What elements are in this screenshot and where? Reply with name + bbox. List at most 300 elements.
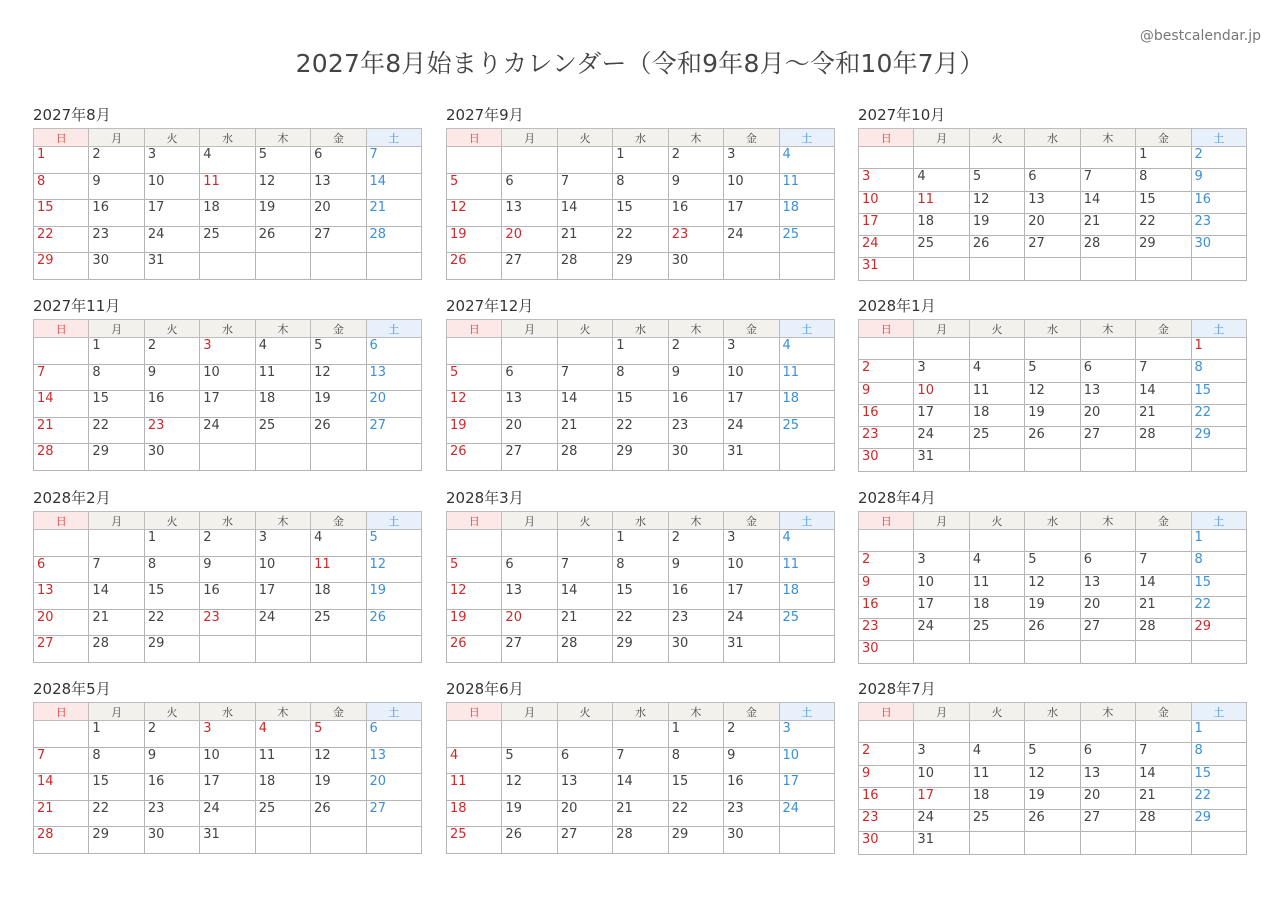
weekday-header: 日 xyxy=(447,512,502,530)
month-title: 2028年3月 xyxy=(446,489,524,507)
day-cell: 3 xyxy=(724,530,779,557)
weekday-header: 日 xyxy=(859,703,914,721)
day-cell: 25 xyxy=(779,226,834,253)
month-calendar xyxy=(33,680,422,854)
day-cell: 11 xyxy=(255,364,310,391)
day-cell: 14 xyxy=(34,774,89,801)
day-cell: 28 xyxy=(557,253,612,280)
day-cell: 3 xyxy=(724,147,779,174)
day-cell: 21 xyxy=(1136,596,1191,618)
day-cell: 18 xyxy=(969,404,1024,426)
day-cell: 16 xyxy=(89,200,144,227)
day-cell: 30 xyxy=(668,444,723,471)
day-cell: 11 xyxy=(200,173,255,200)
day-cell: 10 xyxy=(914,382,969,404)
day-cell: 3 xyxy=(144,147,199,174)
empty-cell xyxy=(1025,147,1080,169)
weekday-header: 土 xyxy=(1191,512,1246,530)
day-cell: 25 xyxy=(447,827,502,854)
day-cell: 7 xyxy=(1136,743,1191,765)
day-cell: 26 xyxy=(447,444,502,471)
day-cell: 8 xyxy=(89,747,144,774)
day-cell: 6 xyxy=(1080,743,1135,765)
empty-cell xyxy=(366,444,421,471)
day-cell: 24 xyxy=(914,619,969,641)
day-cell: 18 xyxy=(969,596,1024,618)
day-cell: 12 xyxy=(311,747,366,774)
month-title: 2028年2月 xyxy=(33,489,111,507)
weekday-header: 水 xyxy=(613,703,668,721)
day-cell: 4 xyxy=(779,147,834,174)
day-cell: 26 xyxy=(1025,619,1080,641)
day-cell: 1 xyxy=(613,338,668,365)
empty-cell xyxy=(1025,258,1080,280)
empty-cell xyxy=(1080,338,1135,360)
day-cell: 5 xyxy=(255,147,310,174)
day-cell: 27 xyxy=(311,226,366,253)
empty-cell xyxy=(914,338,969,360)
day-cell: 9 xyxy=(668,173,723,200)
day-cell: 16 xyxy=(668,391,723,418)
day-cell: 18 xyxy=(914,213,969,235)
day-cell: 1 xyxy=(613,147,668,174)
day-cell: 21 xyxy=(557,226,612,253)
month-table xyxy=(446,128,835,280)
day-cell: 21 xyxy=(613,800,668,827)
empty-cell xyxy=(1136,641,1191,663)
empty-cell xyxy=(1191,258,1246,280)
weekday-header: 日 xyxy=(447,703,502,721)
day-cell: 4 xyxy=(969,552,1024,574)
day-cell: 25 xyxy=(969,810,1024,832)
month-table xyxy=(33,128,422,280)
day-cell: 12 xyxy=(1025,574,1080,596)
day-cell: 23 xyxy=(668,226,723,253)
day-cell: 24 xyxy=(724,609,779,636)
day-cell: 21 xyxy=(1080,213,1135,235)
day-cell: 19 xyxy=(502,800,557,827)
day-cell: 3 xyxy=(914,743,969,765)
day-cell: 14 xyxy=(557,391,612,418)
empty-cell xyxy=(311,636,366,663)
weekday-header: 水 xyxy=(200,320,255,338)
weekday-header: 土 xyxy=(366,703,421,721)
day-cell: 1 xyxy=(89,338,144,365)
day-cell: 16 xyxy=(859,787,914,809)
weekday-header: 金 xyxy=(311,703,366,721)
weekday-header: 金 xyxy=(724,320,779,338)
day-cell: 26 xyxy=(1025,810,1080,832)
day-cell: 2 xyxy=(144,721,199,748)
month-title: 2028年7月 xyxy=(858,680,936,698)
site-credit: @bestcalendar.jp xyxy=(1139,28,1261,44)
day-cell: 18 xyxy=(447,800,502,827)
day-cell: 9 xyxy=(859,574,914,596)
weekday-header: 金 xyxy=(311,512,366,530)
day-cell: 6 xyxy=(366,338,421,365)
empty-cell xyxy=(914,721,969,743)
weekday-header: 土 xyxy=(366,129,421,147)
weekday-header: 日 xyxy=(34,320,89,338)
day-cell: 17 xyxy=(200,391,255,418)
day-cell: 10 xyxy=(724,364,779,391)
day-cell: 25 xyxy=(200,226,255,253)
empty-cell xyxy=(1191,641,1246,663)
weekday-header: 土 xyxy=(1191,129,1246,147)
weekday-header: 水 xyxy=(613,129,668,147)
empty-cell xyxy=(366,636,421,663)
day-cell: 22 xyxy=(613,226,668,253)
empty-cell xyxy=(502,530,557,557)
month-calendar xyxy=(446,489,835,663)
day-cell: 26 xyxy=(502,827,557,854)
day-cell: 16 xyxy=(144,774,199,801)
empty-cell xyxy=(724,253,779,280)
day-cell: 2 xyxy=(1191,147,1246,169)
day-cell: 8 xyxy=(144,556,199,583)
day-cell: 26 xyxy=(255,226,310,253)
day-cell: 31 xyxy=(724,636,779,663)
day-cell: 21 xyxy=(34,800,89,827)
day-cell: 18 xyxy=(969,787,1024,809)
day-cell: 5 xyxy=(447,556,502,583)
weekday-header: 木 xyxy=(255,320,310,338)
empty-cell xyxy=(969,721,1024,743)
weekday-header: 火 xyxy=(969,512,1024,530)
weekday-header: 月 xyxy=(914,703,969,721)
day-cell: 21 xyxy=(34,417,89,444)
day-cell: 12 xyxy=(255,173,310,200)
empty-cell xyxy=(557,530,612,557)
month-table xyxy=(446,702,835,854)
day-cell: 19 xyxy=(311,774,366,801)
weekday-header: 水 xyxy=(613,320,668,338)
day-cell: 10 xyxy=(859,191,914,213)
day-cell: 30 xyxy=(1191,236,1246,258)
day-cell: 14 xyxy=(557,583,612,610)
day-cell: 7 xyxy=(89,556,144,583)
empty-cell xyxy=(366,827,421,854)
day-cell: 26 xyxy=(311,800,366,827)
day-cell: 19 xyxy=(255,200,310,227)
day-cell: 18 xyxy=(255,774,310,801)
day-cell: 27 xyxy=(366,417,421,444)
day-cell: 23 xyxy=(1191,213,1246,235)
empty-cell xyxy=(1136,721,1191,743)
day-cell: 15 xyxy=(144,583,199,610)
weekday-header: 火 xyxy=(557,129,612,147)
day-cell: 20 xyxy=(311,200,366,227)
weekday-header: 金 xyxy=(1136,129,1191,147)
day-cell: 20 xyxy=(502,609,557,636)
day-cell: 30 xyxy=(144,827,199,854)
day-cell: 8 xyxy=(668,747,723,774)
day-cell: 19 xyxy=(1025,404,1080,426)
weekday-header: 土 xyxy=(366,512,421,530)
day-cell: 1 xyxy=(1191,338,1246,360)
weekday-header: 土 xyxy=(1191,703,1246,721)
weekday-header: 木 xyxy=(255,512,310,530)
weekday-header: 月 xyxy=(89,320,144,338)
empty-cell xyxy=(311,444,366,471)
day-cell: 21 xyxy=(1136,404,1191,426)
day-cell: 29 xyxy=(1191,810,1246,832)
day-cell: 7 xyxy=(557,556,612,583)
day-cell: 17 xyxy=(255,583,310,610)
month-title: 2028年5月 xyxy=(33,680,111,698)
day-cell: 3 xyxy=(200,338,255,365)
weekday-header: 木 xyxy=(1080,129,1135,147)
day-cell: 15 xyxy=(1191,382,1246,404)
day-cell: 2 xyxy=(724,721,779,748)
day-cell: 17 xyxy=(914,596,969,618)
empty-cell xyxy=(1080,530,1135,552)
weekday-header: 木 xyxy=(255,703,310,721)
day-cell: 7 xyxy=(557,173,612,200)
empty-cell xyxy=(1080,449,1135,471)
empty-cell xyxy=(1136,832,1191,854)
day-cell: 16 xyxy=(859,596,914,618)
day-cell: 5 xyxy=(311,338,366,365)
day-cell: 27 xyxy=(502,636,557,663)
empty-cell xyxy=(859,147,914,169)
day-cell: 3 xyxy=(914,552,969,574)
day-cell: 23 xyxy=(668,609,723,636)
weekday-header: 日 xyxy=(859,129,914,147)
empty-cell xyxy=(557,147,612,174)
day-cell: 4 xyxy=(447,747,502,774)
day-cell: 22 xyxy=(34,226,89,253)
empty-cell xyxy=(914,258,969,280)
weekday-header: 日 xyxy=(859,320,914,338)
day-cell: 5 xyxy=(1025,552,1080,574)
day-cell: 29 xyxy=(1191,427,1246,449)
day-cell: 11 xyxy=(779,556,834,583)
day-cell: 7 xyxy=(1080,169,1135,191)
day-cell: 28 xyxy=(89,636,144,663)
day-cell: 28 xyxy=(1136,427,1191,449)
day-cell: 30 xyxy=(668,253,723,280)
weekday-header: 金 xyxy=(1136,320,1191,338)
day-cell: 10 xyxy=(914,574,969,596)
day-cell: 15 xyxy=(1191,765,1246,787)
day-cell: 30 xyxy=(859,641,914,663)
day-cell: 20 xyxy=(34,609,89,636)
day-cell: 13 xyxy=(1025,191,1080,213)
empty-cell xyxy=(969,530,1024,552)
day-cell: 11 xyxy=(969,382,1024,404)
day-cell: 3 xyxy=(724,338,779,365)
day-cell: 11 xyxy=(311,556,366,583)
day-cell: 24 xyxy=(200,417,255,444)
weekday-header: 火 xyxy=(144,512,199,530)
empty-cell xyxy=(1025,721,1080,743)
day-cell: 7 xyxy=(557,364,612,391)
day-cell: 25 xyxy=(311,609,366,636)
day-cell: 23 xyxy=(668,417,723,444)
day-cell: 10 xyxy=(914,765,969,787)
day-cell: 27 xyxy=(502,253,557,280)
day-cell: 17 xyxy=(724,583,779,610)
day-cell: 3 xyxy=(200,721,255,748)
day-cell: 12 xyxy=(1025,382,1080,404)
weekday-header: 金 xyxy=(724,703,779,721)
empty-cell xyxy=(34,338,89,365)
day-cell: 10 xyxy=(724,173,779,200)
day-cell: 22 xyxy=(613,609,668,636)
day-cell: 24 xyxy=(724,417,779,444)
empty-cell xyxy=(859,721,914,743)
day-cell: 10 xyxy=(724,556,779,583)
day-cell: 5 xyxy=(366,530,421,557)
weekday-header: 火 xyxy=(144,129,199,147)
empty-cell xyxy=(502,338,557,365)
day-cell: 20 xyxy=(502,417,557,444)
day-cell: 23 xyxy=(724,800,779,827)
weekday-header: 木 xyxy=(668,703,723,721)
day-cell: 19 xyxy=(1025,787,1080,809)
day-cell: 21 xyxy=(557,417,612,444)
weekday-header: 月 xyxy=(914,129,969,147)
month-table xyxy=(446,511,835,663)
day-cell: 24 xyxy=(200,800,255,827)
day-cell: 16 xyxy=(859,404,914,426)
day-cell: 23 xyxy=(859,427,914,449)
day-cell: 6 xyxy=(1080,552,1135,574)
day-cell: 25 xyxy=(779,417,834,444)
day-cell: 26 xyxy=(1025,427,1080,449)
day-cell: 27 xyxy=(557,827,612,854)
month-calendar xyxy=(446,106,835,280)
weekday-header: 木 xyxy=(668,512,723,530)
month-title: 2028年4月 xyxy=(858,489,936,507)
empty-cell xyxy=(447,530,502,557)
day-cell: 16 xyxy=(668,200,723,227)
weekday-header: 水 xyxy=(1025,703,1080,721)
day-cell: 13 xyxy=(502,583,557,610)
day-cell: 31 xyxy=(914,449,969,471)
day-cell: 10 xyxy=(255,556,310,583)
day-cell: 22 xyxy=(89,800,144,827)
weekday-header: 火 xyxy=(557,512,612,530)
day-cell: 29 xyxy=(34,253,89,280)
day-cell: 7 xyxy=(1136,552,1191,574)
empty-cell xyxy=(1080,147,1135,169)
day-cell: 14 xyxy=(89,583,144,610)
month-calendar xyxy=(858,297,1247,472)
month-title: 2028年6月 xyxy=(446,680,524,698)
month-table xyxy=(33,511,422,663)
day-cell: 24 xyxy=(914,810,969,832)
empty-cell xyxy=(969,832,1024,854)
weekday-header: 金 xyxy=(311,320,366,338)
day-cell: 29 xyxy=(1136,236,1191,258)
day-cell: 31 xyxy=(144,253,199,280)
empty-cell xyxy=(255,827,310,854)
day-cell: 1 xyxy=(668,721,723,748)
day-cell: 25 xyxy=(914,236,969,258)
month-title: 2027年11月 xyxy=(33,297,121,315)
day-cell: 4 xyxy=(779,530,834,557)
day-cell: 12 xyxy=(1025,765,1080,787)
day-cell: 15 xyxy=(89,391,144,418)
weekday-header: 月 xyxy=(89,703,144,721)
day-cell: 19 xyxy=(969,213,1024,235)
day-cell: 14 xyxy=(1136,574,1191,596)
weekday-header: 土 xyxy=(1191,320,1246,338)
day-cell: 1 xyxy=(1191,530,1246,552)
day-cell: 7 xyxy=(34,364,89,391)
day-cell: 15 xyxy=(613,391,668,418)
day-cell: 28 xyxy=(1080,236,1135,258)
day-cell: 21 xyxy=(366,200,421,227)
day-cell: 31 xyxy=(724,444,779,471)
weekday-header: 木 xyxy=(1080,703,1135,721)
weekday-header: 金 xyxy=(724,512,779,530)
month-calendar xyxy=(858,680,1247,855)
day-cell: 24 xyxy=(914,427,969,449)
day-cell: 2 xyxy=(668,530,723,557)
weekday-header: 日 xyxy=(859,512,914,530)
empty-cell xyxy=(969,338,1024,360)
weekday-header: 火 xyxy=(144,320,199,338)
day-cell: 13 xyxy=(1080,574,1135,596)
day-cell: 2 xyxy=(859,743,914,765)
day-cell: 29 xyxy=(89,444,144,471)
weekday-header: 月 xyxy=(502,320,557,338)
day-cell: 2 xyxy=(89,147,144,174)
day-cell: 6 xyxy=(311,147,366,174)
day-cell: 11 xyxy=(779,173,834,200)
day-cell: 11 xyxy=(969,765,1024,787)
day-cell: 7 xyxy=(613,747,668,774)
weekday-header: 水 xyxy=(200,512,255,530)
day-cell: 19 xyxy=(447,226,502,253)
day-cell: 6 xyxy=(366,721,421,748)
day-cell: 7 xyxy=(34,747,89,774)
empty-cell xyxy=(311,253,366,280)
day-cell: 26 xyxy=(969,236,1024,258)
day-cell: 20 xyxy=(366,774,421,801)
day-cell: 16 xyxy=(1191,191,1246,213)
month-table xyxy=(33,319,422,471)
day-cell: 7 xyxy=(366,147,421,174)
day-cell: 22 xyxy=(613,417,668,444)
weekday-header: 火 xyxy=(969,320,1024,338)
empty-cell xyxy=(447,721,502,748)
day-cell: 17 xyxy=(859,213,914,235)
month-table xyxy=(33,702,422,854)
month-calendar xyxy=(33,106,422,280)
day-cell: 11 xyxy=(779,364,834,391)
day-cell: 31 xyxy=(914,832,969,854)
day-cell: 8 xyxy=(1191,360,1246,382)
empty-cell xyxy=(969,258,1024,280)
day-cell: 28 xyxy=(1136,810,1191,832)
day-cell: 6 xyxy=(1025,169,1080,191)
day-cell: 16 xyxy=(724,774,779,801)
day-cell: 11 xyxy=(447,774,502,801)
empty-cell xyxy=(502,147,557,174)
day-cell: 6 xyxy=(557,747,612,774)
day-cell: 13 xyxy=(502,200,557,227)
weekday-header: 土 xyxy=(779,703,834,721)
weekday-header: 木 xyxy=(1080,320,1135,338)
empty-cell xyxy=(859,530,914,552)
empty-cell xyxy=(34,721,89,748)
page-title: 2027年8月始まりカレンダー（令和9年8月〜令和10年7月） xyxy=(295,49,985,78)
day-cell: 29 xyxy=(668,827,723,854)
